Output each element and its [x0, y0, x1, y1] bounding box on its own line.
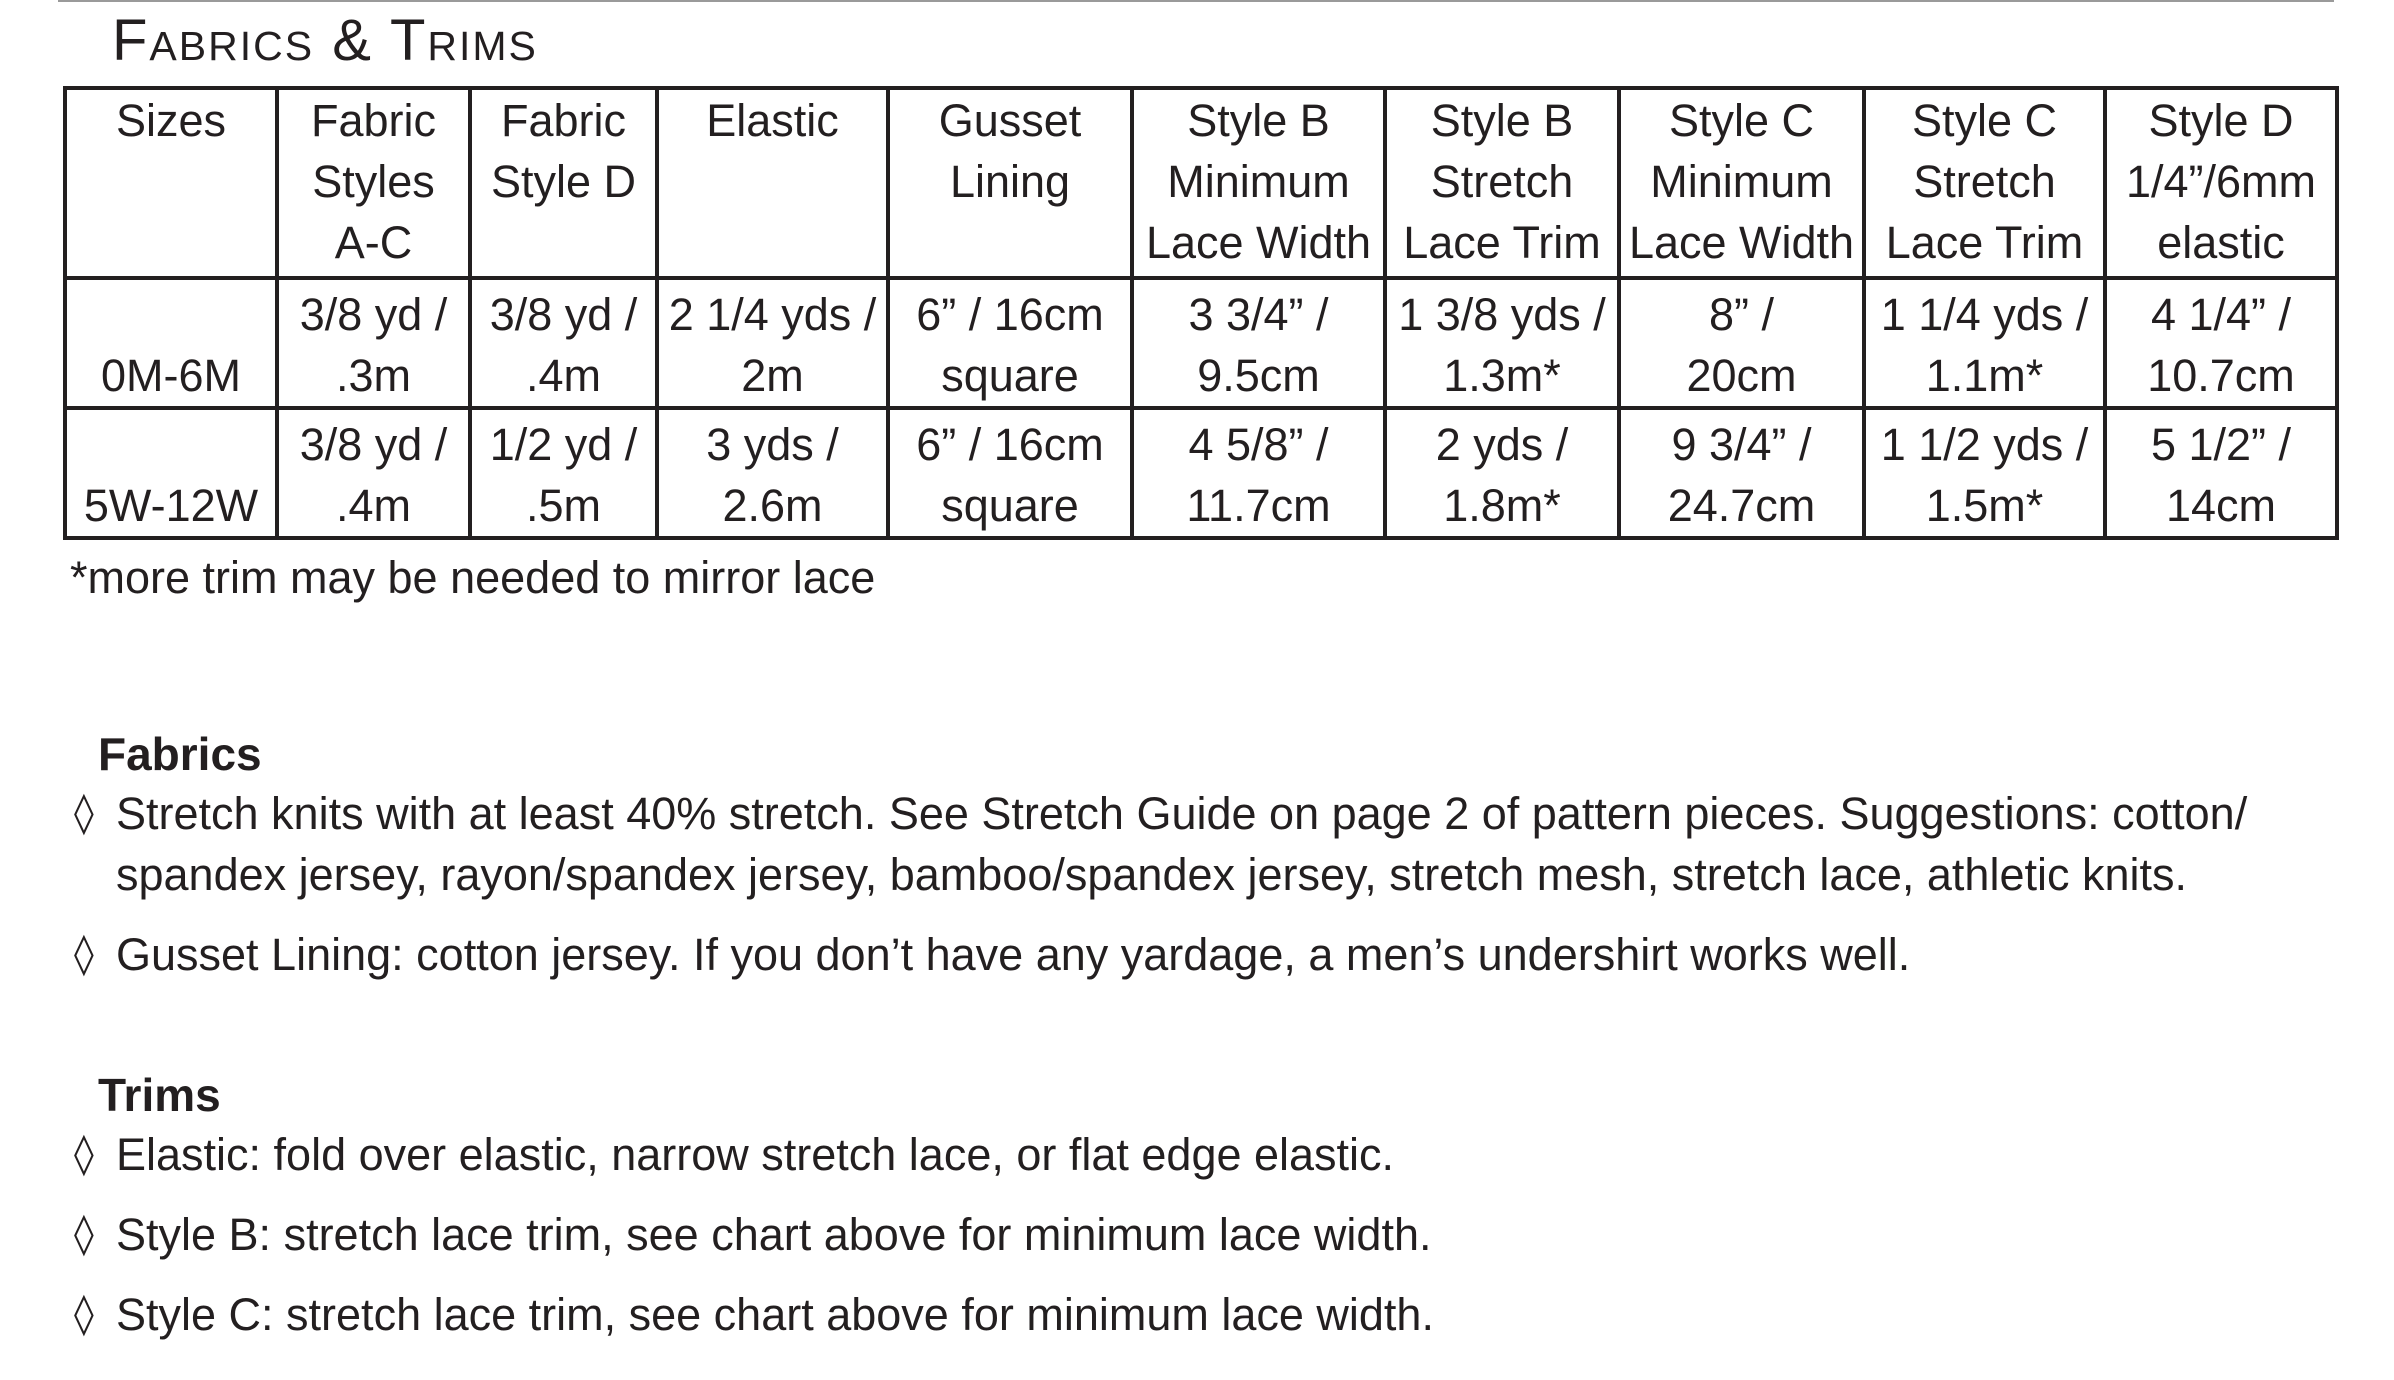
cell-line: 6” / 16cm	[916, 289, 1104, 340]
diamond-bullet-icon: ◊	[74, 790, 94, 836]
table-cell	[657, 408, 888, 538]
table-cell	[470, 408, 657, 538]
table-row	[65, 278, 2337, 408]
cell-line: 3/8 yd /	[299, 419, 448, 470]
table-cell	[1619, 278, 1864, 408]
header-line: Fabric	[500, 95, 627, 146]
cell-line: 2 1/4 yds /	[668, 289, 877, 340]
header-line: Style C	[1668, 95, 1815, 146]
header-line: Lace Trim	[1885, 217, 2084, 268]
header-line: A-C	[334, 217, 413, 268]
header-line: Gusset	[938, 95, 1082, 146]
diamond-bullet-icon: ◊	[74, 931, 94, 977]
column-header	[2105, 88, 2337, 278]
table-body	[65, 278, 2337, 538]
size-cell	[65, 408, 277, 538]
cell-line: 6” / 16cm	[916, 419, 1104, 470]
list-item	[74, 924, 2324, 985]
cell-line: 20cm	[1686, 350, 1797, 401]
cell-line: 9.5cm	[1197, 350, 1320, 401]
trims-heading: Trims	[98, 1069, 221, 1121]
table-cell	[1385, 278, 1619, 408]
diamond-bullet-icon: ◊	[74, 1131, 94, 1177]
list-item-text: Style C: stretch lace trim, see chart above for minimum lace width.	[116, 1289, 1434, 1340]
cell-line: 5W-12W	[83, 480, 259, 531]
diamond-bullet-icon: ◊	[74, 1291, 94, 1337]
header-line: Minimum	[1650, 156, 1833, 207]
cell-line: .4m	[525, 350, 601, 401]
cell-line: 3/8 yd /	[299, 289, 448, 340]
column-header	[1619, 88, 1864, 278]
cell-line: 1/2 yd /	[489, 419, 638, 470]
cell-line: 1 1/2 yds /	[1880, 419, 2089, 470]
yardage-table	[63, 86, 2339, 540]
list-item	[74, 1124, 2324, 1185]
header-line: Style D	[2148, 95, 2294, 146]
fabrics-list	[74, 783, 2324, 985]
fabrics-heading: Fabrics	[98, 728, 262, 780]
list-item-text: Style B: stretch lace trim, see chart above for minimum lace width.	[116, 1209, 1432, 1260]
cell-line: 8” /	[1708, 289, 1775, 340]
header-line: Sizes	[115, 95, 227, 146]
cell-line: 0M-6M	[100, 350, 241, 401]
cell-line: 2.6m	[722, 480, 823, 531]
table-cell	[277, 278, 470, 408]
cell-line: 5 1/2” /	[2150, 419, 2292, 470]
top-divider	[58, 0, 2334, 2]
cell-line: 1 1/4 yds /	[1880, 289, 2089, 340]
cell-line: 14cm	[2165, 480, 2277, 531]
cell-line: 4 1/4” /	[2150, 289, 2292, 340]
trims-list	[74, 1124, 2324, 1345]
table-cell	[1619, 408, 1864, 538]
column-header	[65, 88, 277, 278]
column-header	[1864, 88, 2105, 278]
header-line: Style B	[1430, 95, 1574, 146]
list-item	[74, 783, 2324, 905]
header-line: Lining	[949, 156, 1071, 207]
cell-line: .4m	[335, 480, 411, 531]
table-cell	[277, 408, 470, 538]
header-line: Styles	[312, 156, 435, 207]
list-item-text: Stretch knits with at least 40% stretch. See Stretch Guide on page 2 of pattern pieces. Suggestions: cotton/	[116, 788, 2248, 839]
cell-line: 2 yds /	[1435, 419, 1569, 470]
cell-line: 3 3/4” /	[1188, 289, 1329, 340]
cell-line: 1.1m*	[1925, 350, 2044, 401]
cell-line: 11.7cm	[1186, 480, 1331, 531]
table-row	[65, 408, 2337, 538]
column-header	[1385, 88, 1619, 278]
list-item	[74, 1284, 2324, 1345]
cell-line: .3m	[335, 350, 411, 401]
cell-line: 4 5/8” /	[1188, 419, 1329, 470]
diamond-bullet-icon: ◊	[74, 1211, 94, 1257]
cell-line: 1 3/8 yds /	[1398, 289, 1606, 340]
table-cell	[1864, 408, 2105, 538]
table-cell	[470, 278, 657, 408]
header-line: Stretch	[1430, 156, 1574, 207]
column-header	[277, 88, 470, 278]
cell-line: 1.3m*	[1443, 350, 1561, 401]
table-cell	[2105, 408, 2337, 538]
header-line: Stretch	[1913, 156, 2056, 207]
header-line: Style C	[1911, 95, 2058, 146]
cell-line: 3/8 yd /	[489, 289, 638, 340]
list-item-text: Gusset Lining: cotton jersey. If you don’t have any yardage, a men’s undershirt works well.	[116, 929, 1911, 980]
cell-line: 10.7cm	[2147, 350, 2295, 401]
header-line: elastic	[2157, 217, 2285, 268]
table-header-row	[65, 88, 2337, 278]
list-item	[74, 1204, 2324, 1265]
table-cell	[888, 278, 1132, 408]
cell-line: 2m	[741, 350, 804, 401]
header-line: Minimum	[1167, 156, 1350, 207]
size-cell	[65, 278, 277, 408]
cell-line: 3 yds /	[706, 419, 839, 470]
table-cell	[2105, 278, 2337, 408]
cell-line: .5m	[525, 480, 601, 531]
table-cell	[1385, 408, 1619, 538]
column-header	[470, 88, 657, 278]
header-line: Style B	[1187, 95, 1330, 146]
header-line: Style D	[490, 156, 637, 207]
section-title: Fabrics & Trims	[112, 8, 538, 73]
cell-line: square	[941, 480, 1079, 531]
header-line: 1/4”/6mm	[2125, 156, 2317, 207]
cell-line: 1.5m*	[1925, 480, 2044, 531]
list-item-text: spandex jersey, rayon/spandex jersey, bamboo/spandex jersey, stretch mesh, stretch lace, athletic knits.	[116, 849, 2188, 900]
column-header	[888, 88, 1132, 278]
table-cell	[1132, 408, 1385, 538]
table-cell	[1132, 278, 1385, 408]
header-line: Lace Trim	[1403, 217, 1601, 268]
header-line: Elastic	[706, 95, 839, 146]
table-cell	[888, 408, 1132, 538]
column-header	[657, 88, 888, 278]
header-line: Fabric	[310, 95, 437, 146]
cell-line: 1.8m*	[1443, 480, 1561, 531]
column-header	[1132, 88, 1385, 278]
header-line: Lace Width	[1628, 217, 1855, 268]
cell-line: 24.7cm	[1667, 480, 1816, 531]
cell-line: square	[941, 350, 1079, 401]
table-cell	[1864, 278, 2105, 408]
header-line: Lace Width	[1145, 217, 1372, 268]
list-item-text: Elastic: fold over elastic, narrow stretch lace, or flat edge elastic.	[116, 1129, 1395, 1180]
cell-line: 9 3/4” /	[1671, 419, 1812, 470]
table-footnote: *more trim may be needed to mirror lace	[70, 552, 876, 603]
table-cell	[657, 278, 888, 408]
